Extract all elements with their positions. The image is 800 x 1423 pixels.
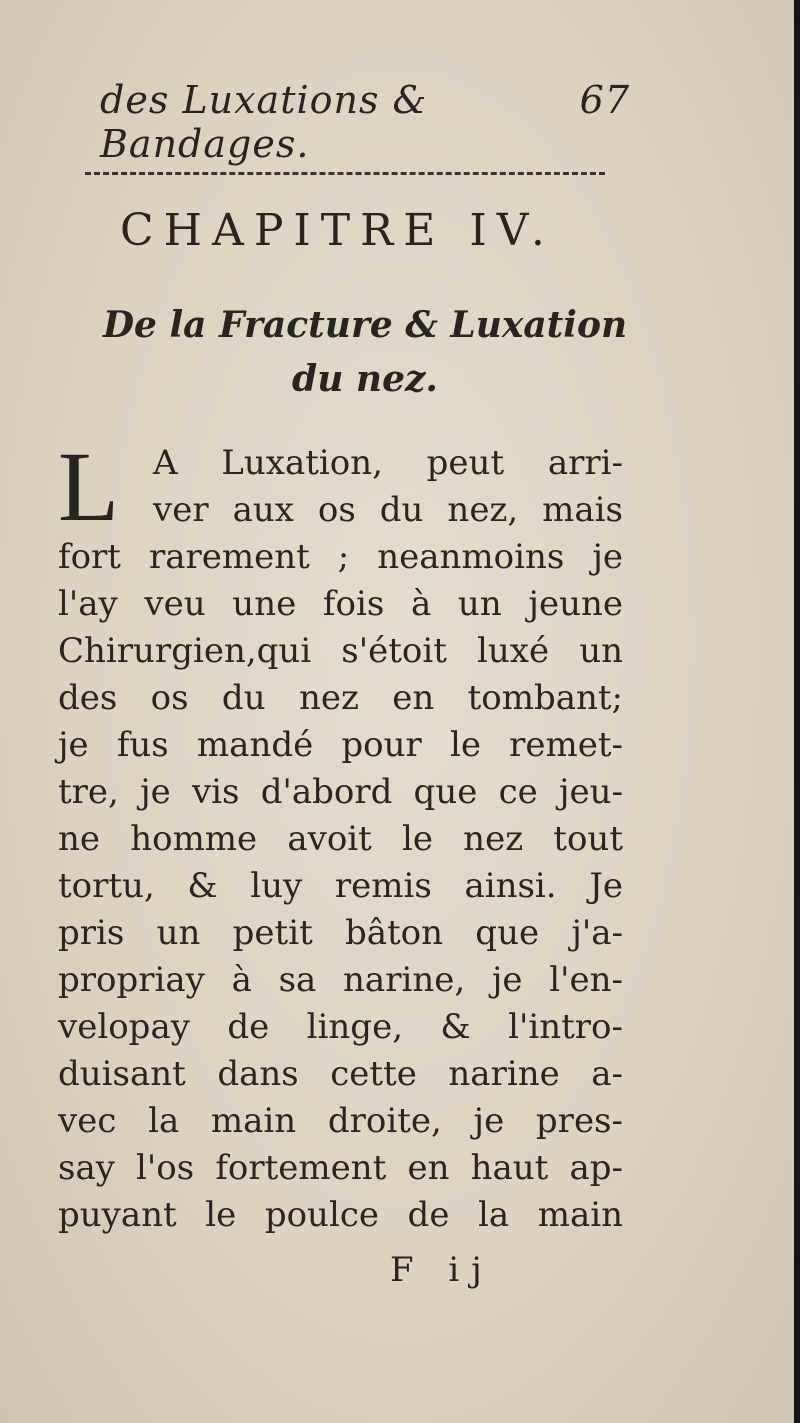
running-head bbox=[100, 70, 630, 166]
text-line: propriay à sa narine, je l'en- bbox=[58, 960, 623, 1000]
text-line: tortu, & luy remis ainsi. Je bbox=[58, 866, 623, 906]
text-line: tre, je vis d'abord que ce jeu- bbox=[58, 772, 623, 812]
page-number: 67 bbox=[579, 78, 630, 122]
text-line: vec la main droite, je pres- bbox=[58, 1101, 623, 1141]
body-paragraph bbox=[58, 440, 623, 1239]
text-line: A Luxation, peut arri- bbox=[153, 443, 623, 483]
text-line: say l'os fortement en haut ap- bbox=[58, 1148, 623, 1188]
text-line: pris un petit bâton que j'a- bbox=[58, 913, 623, 953]
subtitle-line-2: du nez. bbox=[292, 358, 438, 400]
text-line: Chirurgien,qui s'étoit luxé un bbox=[58, 631, 623, 671]
subtitle-line-1: De la Fracture & Luxation bbox=[102, 304, 628, 346]
text-line: l'ay veu une fois à un jeune bbox=[58, 584, 623, 624]
text-line: puyant le poulce de la main bbox=[58, 1195, 623, 1235]
text-line: velopay de linge, & l'intro- bbox=[58, 1007, 623, 1047]
header-rule bbox=[85, 172, 605, 178]
text-line: ne homme avoit le nez tout bbox=[58, 819, 623, 859]
drop-cap: L bbox=[58, 431, 120, 542]
text-line: fort rarement ; neanmoins je bbox=[58, 537, 623, 577]
page-edge-shadow bbox=[794, 0, 800, 1423]
chapter-subtitle bbox=[95, 298, 635, 406]
text-line: duisant dans cette narine a- bbox=[58, 1054, 623, 1094]
running-head-title: des Luxations & Bandages. bbox=[100, 78, 428, 166]
chapter-heading: CHAPITRE IV. bbox=[120, 205, 555, 256]
signature-mark: F ij bbox=[390, 1250, 494, 1290]
text-line: je fus mandé pour le remet- bbox=[58, 725, 623, 765]
text-line: des os du nez en tombant; bbox=[58, 678, 623, 718]
text-line: ver aux os du nez, mais bbox=[153, 490, 623, 530]
